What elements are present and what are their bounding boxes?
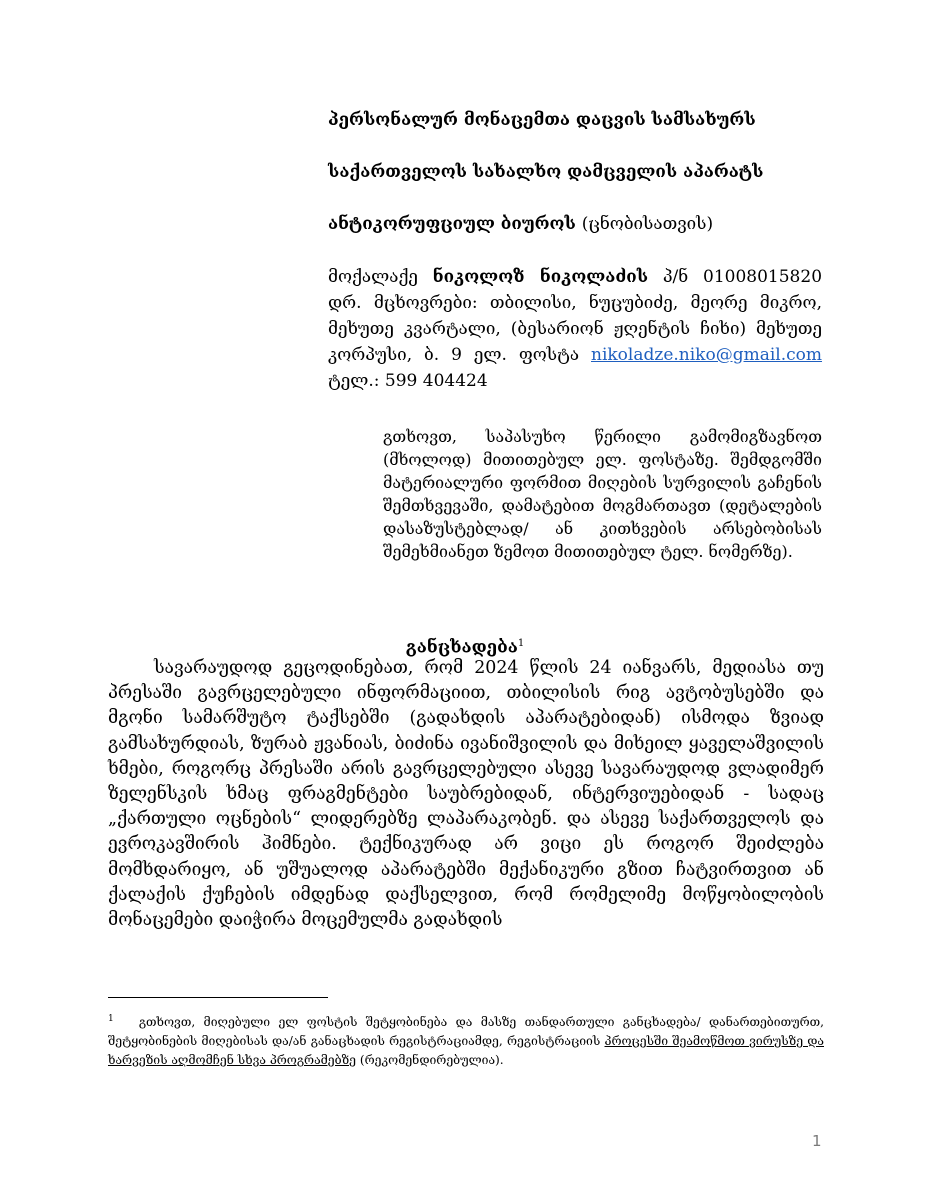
addressee-text: ანტიკორუფციულ ბიუროს — [328, 214, 576, 234]
citizen-phone: ტელ.: 599 404424 — [328, 371, 488, 391]
citizen-info — [328, 264, 822, 394]
footnote-underlined-text: პროცესში შეამოწმოთ ვირუსზე და ხარვეზის აღმომჩენ სხვა პროგრამებზე — [108, 1034, 824, 1068]
addressee-text: საქართველოს სახალხო დამცველის აპარატს — [328, 162, 764, 182]
footnote — [108, 1010, 824, 1070]
citizen-details: პ/ნ 01008015820 დრ. მცხოვრები: თბილისი, ნუცუბიძე, მეორე მიკრო, მეხუთე კვარტალი, (ბესარიონ ჟღენტის ჩიხი) მეხუთე კორპუსი, ბ. 9 ელ. ფოსტა — [328, 267, 823, 365]
addressee-line-2 — [328, 160, 822, 184]
footnote-end-text: (რეკომენდირებულია). — [359, 1053, 504, 1068]
body-paragraph — [108, 656, 824, 933]
footnote-reference[interactable]: 1 — [517, 638, 525, 649]
body-text: სავარაუდოდ გეცოდინებათ, რომ 2024 წლის 24 იანვარს, მედიასა თუ პრესაში გავრცელებული ინფორმაციით, თბილისის რიგ ავტობუსებში და მგონი სამარშუტო ტაქსებში (გადახდის აპარატებიდან) ისმოდა ზვიად გამსახურდიას, ზურაბ ჟვანიას, ბიძინა ივანიშვილის და მიხეილ ყაველაშვილის ხმები, როგორც პრესაში არის გავრცელებული ასევე სავარაუდოდ ვლადიმერ ზელენსკის ხმაც ფრაგმენტები საუბრებიდან, ინტერვიუებიდან - სადაც „ქართული ოცნების“ ლიდერებზე ლაპარაკობენ. და ასევე საქართველოს და ევროკავშირის ჰიმნები. ტექნიკურად არ ვიცი ეს როგორ შეიძლება მომხდარიყო, ან უშუალოდ აპარატებში მექანიკური გზით ჩატვირთვით ან ქალაქის ქუჩების იმდენად დაქსელვით, რომ რომელიმე მოწყობილობის მონაცემები დაიჭირა მოცემულმა გადახდის — [108, 658, 824, 931]
addressee-note: (ცნობისათვის) — [581, 214, 714, 234]
footnote-text: გთხოვთ, მიღებული ელ ფოსტის შეტყობინება და მასზე თანდართული განცხადება/ დანართებითურთ, შეტყობინების მიღებისას და/ან განაცხადის რეგისტრაციამდე, რეგისტრაციის — [108, 1015, 824, 1049]
footnote-separator — [108, 997, 328, 998]
email-link[interactable]: nikoladze.niko@gmail.com — [591, 345, 823, 365]
addressee-text: პერსონალურ მონაცემთა დაცვის სამსახურს — [328, 110, 756, 130]
footnote-marker: 1 — [108, 1014, 114, 1024]
heading-title: განცხადება — [405, 637, 518, 658]
citizen-prefix: მოქალაქე — [328, 267, 418, 287]
page-number: 1 — [812, 1132, 822, 1150]
addressee-line-1 — [328, 108, 822, 132]
request-paragraph: გთხოვთ, საპასუხო წერილი გამომიგზავნოთ (მხოლოდ) მითითებულ ელ. ფოსტაზე. შემდგომში მატერიალური ფორმით მიღების სურვილის გაჩენის შემთხვევაში, დამატებით მოგმართავთ (დეტალების დასაზუსტებლად/ ან კითხვების არსებობისას შემეხმიანეთ ზემოთ მითითებულ ტელ. ნომერზე). — [383, 427, 822, 561]
citizen-name: ნიკოლოზ ნიკოლაძის — [432, 267, 649, 287]
addressee-line-3 — [328, 212, 822, 236]
